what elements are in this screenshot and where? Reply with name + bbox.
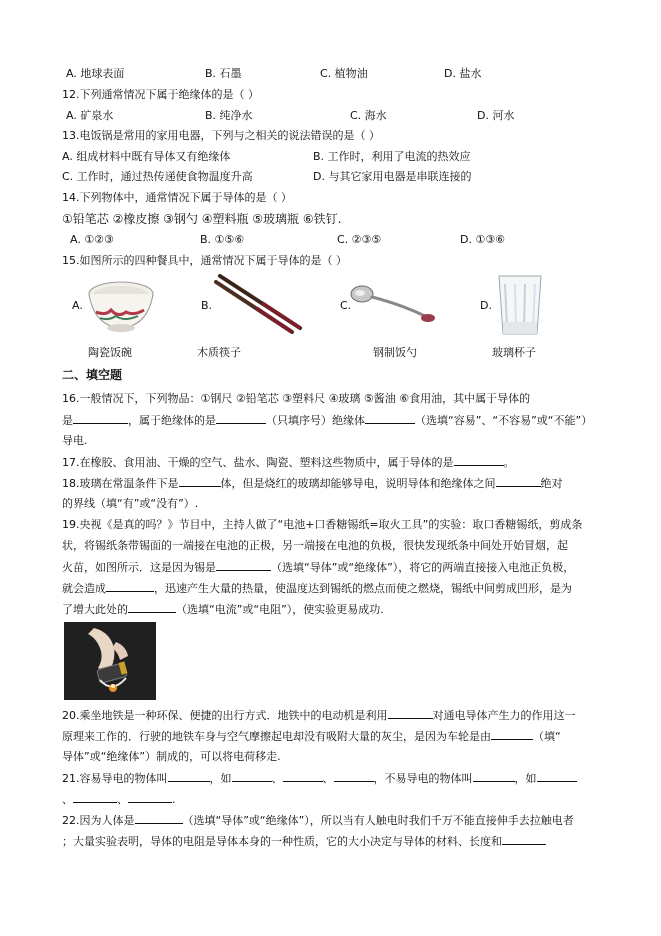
q22-blank-1[interactable] (135, 813, 183, 824)
q21-blank-8[interactable] (128, 792, 172, 803)
q15-option-a: A. (72, 299, 83, 312)
q20-line1 (62, 708, 576, 723)
q14-stem: 14.下列物体中，通常情况下属于导体的是（ ） (62, 191, 292, 204)
q10-option-b: B. 石墨 (205, 67, 242, 80)
q13-stem: 13.电饭锅是常用的家用电器，下列与之相关的说法错误的是（ ） (62, 129, 380, 142)
steel-spoon-image (350, 278, 440, 330)
q20-text-b: 对通电导体产生力的作用这一 (432, 709, 576, 722)
q21-text-f: ，如 (514, 772, 537, 785)
q14-option-a: A. ①②③ (70, 233, 114, 246)
q16-line1: 16.一般情况下，下列物品：①钢尺 ②铅笔芯 ③塑料尺 ④玻璃 ⑤酱油 ⑥食用油，其中属于导体的 (62, 392, 531, 405)
ceramic-bowl-image (86, 276, 156, 336)
q22-line1 (62, 813, 574, 828)
q21-blank-3[interactable] (283, 771, 323, 782)
q16-blank-1[interactable] (73, 413, 128, 424)
q19-line2: 状，将锡纸条带锡面的一端接在电池的正极，另一端接在电池的负极，很快发现纸条中间处开始冒烟，起 (62, 539, 568, 552)
q21-text-b: ，如 (209, 772, 232, 785)
q16-blank-2[interactable] (216, 413, 266, 424)
q20-text-d: （填“ (533, 730, 561, 743)
tin-foil-battery-photo (64, 622, 156, 700)
q21-line2 (62, 792, 176, 807)
q17-text-b: 。 (503, 456, 515, 469)
q16-text-d: （选填“容易”、“不容易”或“不能”） (415, 414, 593, 427)
q19-line4 (62, 581, 572, 596)
q14-option-c: C. ②③⑤ (337, 233, 382, 246)
q19-line3 (62, 560, 574, 575)
q21-blank-2[interactable] (232, 771, 272, 782)
q12-option-b: B. 纯净水 (205, 109, 253, 122)
q21-blank-7[interactable] (73, 792, 117, 803)
q18-line1 (62, 476, 563, 491)
q12-option-a: A. 矿泉水 (66, 109, 114, 122)
q17-line (62, 455, 515, 470)
q16-blank-3[interactable] (365, 413, 415, 424)
q19-line1: 19.央视《是真的吗？》节目中，主持人做了“电池+口香糖锡纸=取火工具”的实验：取口香糖锡纸，剪成条 (62, 518, 583, 531)
q12-option-c: C. 海水 (350, 109, 387, 122)
q19-text-a: 火苗，如图所示．这是因为锡是 (62, 561, 216, 574)
q21-blank-5[interactable] (473, 771, 515, 782)
q22-text-c: ；大量实验表明，导体的电阻是导体本身的一种性质，它的大小决定与导体的材料、长度和 (62, 835, 502, 848)
q13-option-b: B. 工作时，利用了电流的热效应 (313, 150, 471, 163)
q21-text-g: 、 (62, 793, 73, 806)
q20-text-c: 原理来工作的．行驶的地铁车身与空气摩擦起电却没有吸附大量的灰尘，是因为车轮是由 (62, 730, 491, 743)
q19-text-f: （选填“电流”或“电阻”），使实验更易成功. (176, 603, 384, 616)
q10-option-c: C. 植物油 (320, 67, 368, 80)
q18-blank-1[interactable] (179, 476, 221, 487)
q18-text-c: 绝对 (540, 477, 563, 490)
q18-blank-2[interactable] (496, 476, 541, 487)
q21-blank-6[interactable] (537, 771, 577, 782)
q20-line2 (62, 729, 561, 744)
q22-text-a: 22.因为人体是 (62, 814, 135, 827)
q19-text-d: ，迅速产生大量的热量，使温度达到锡纸的燃点而使之燃烧，锡纸中间剪成凹形，是为 (154, 582, 572, 595)
q18-text-b: 体，但是烧红的玻璃却能够导电，说明导体和绝缘体之间 (220, 477, 496, 490)
q20-blank-2[interactable] (491, 729, 533, 740)
section-heading-fill-in: 二、填空题 (62, 368, 123, 382)
q18-line2 (62, 497, 198, 511)
q19-text-e: 了增大此处的 (62, 603, 128, 616)
q17-text-a: 17.在橡胶、食用油、干燥的空气、盐水、陶瓷、塑料这些物质中，属于导体的是 (62, 456, 454, 469)
q19-line5 (62, 602, 384, 617)
q15-caption-d: 玻璃杯子 (492, 346, 536, 359)
q16-text-a: 是 (62, 414, 73, 427)
q16-line3: 导电. (62, 434, 88, 447)
q21-text-i: . (172, 793, 176, 806)
q21-text-h: 、 (117, 793, 128, 806)
q20-line3: 导体”或“绝缘体”）制成的，可以将电荷移走. (62, 750, 281, 763)
q15-stem: 15.如图所示的四种餐具中，通常情况下属于导体的是（ ） (62, 254, 347, 267)
q16-text-c: （只填序号）绝缘体 (266, 414, 365, 427)
q14-items: ①铅笔芯 ②橡皮擦 ③钢勺 ④塑料瓶 ⑤玻璃瓶 ⑥铁钉. (62, 212, 342, 226)
q14-option-b: B. ①⑤⑥ (200, 233, 245, 246)
q15-option-b: B. (201, 299, 213, 312)
q18-text-e: . (194, 497, 199, 510)
q15-caption-a: 陶瓷饭碗 (88, 346, 132, 359)
q12-stem: 12.下列通常情况下属于绝缘体的是（ ） (62, 88, 259, 101)
q21-blank-4[interactable] (334, 771, 374, 782)
q13-option-d: D. 与其它家用电器是串联连接的 (313, 170, 472, 183)
q21-line1 (62, 771, 577, 786)
q21-text-d: 、 (322, 772, 334, 785)
q10-option-d: D. 盐水 (444, 67, 482, 80)
q13-option-c: C. 工作时，通过热传递使食物温度升高 (62, 170, 253, 183)
q21-text-a: 21.容易导电的物体叫 (62, 772, 168, 785)
q19-blank-1[interactable] (216, 560, 271, 571)
wooden-chopsticks-image (212, 272, 307, 334)
q18-text-a: 18.玻璃在常温条件下是 (62, 477, 179, 490)
q10-option-a: A. 地球表面 (66, 67, 125, 80)
q21-text-c: 、 (271, 772, 283, 785)
q16-text-b: ，属于绝缘体的是 (128, 414, 216, 427)
q15-option-d: D. (480, 299, 492, 312)
q22-text-b: （选填“导体”或“绝缘体”），所以当有人触电时我们千万不能直接伸手去拉触电者 (182, 814, 574, 827)
q12-option-d: D. 河水 (477, 109, 515, 122)
q15-option-c: C. (340, 299, 352, 312)
q21-text-e: ，不易导电的物体叫 (373, 772, 473, 785)
q15-caption-c: 钢制饭勺 (373, 346, 417, 359)
q15-caption-b: 木质筷子 (197, 346, 241, 359)
q19-text-c: 就会造成 (62, 582, 106, 595)
q22-blank-2[interactable] (502, 834, 546, 845)
q22-line2 (62, 834, 546, 849)
q20-text-a: 20.乘坐地铁是一种环保、便捷的出行方式．地铁中的电动机是利用 (62, 709, 388, 722)
q17-blank[interactable] (454, 455, 504, 466)
q21-blank-1[interactable] (168, 771, 210, 782)
q19-blank-3[interactable] (128, 602, 176, 613)
q19-text-b: （选填“导体”或“绝缘体”），将它的两端直接接入电池正负极， (271, 561, 575, 574)
q13-option-a: A. 组成材料中既有导体又有绝缘体 (62, 150, 231, 163)
q16-line2 (62, 413, 592, 428)
q14-option-d: D. ①③⑥ (460, 233, 506, 246)
q19-blank-2[interactable] (106, 581, 154, 592)
glass-cup-image (495, 272, 545, 338)
q20-blank-1[interactable] (388, 708, 433, 719)
q18-text-d: 的界线（填“有”或“没有”） (62, 497, 195, 510)
